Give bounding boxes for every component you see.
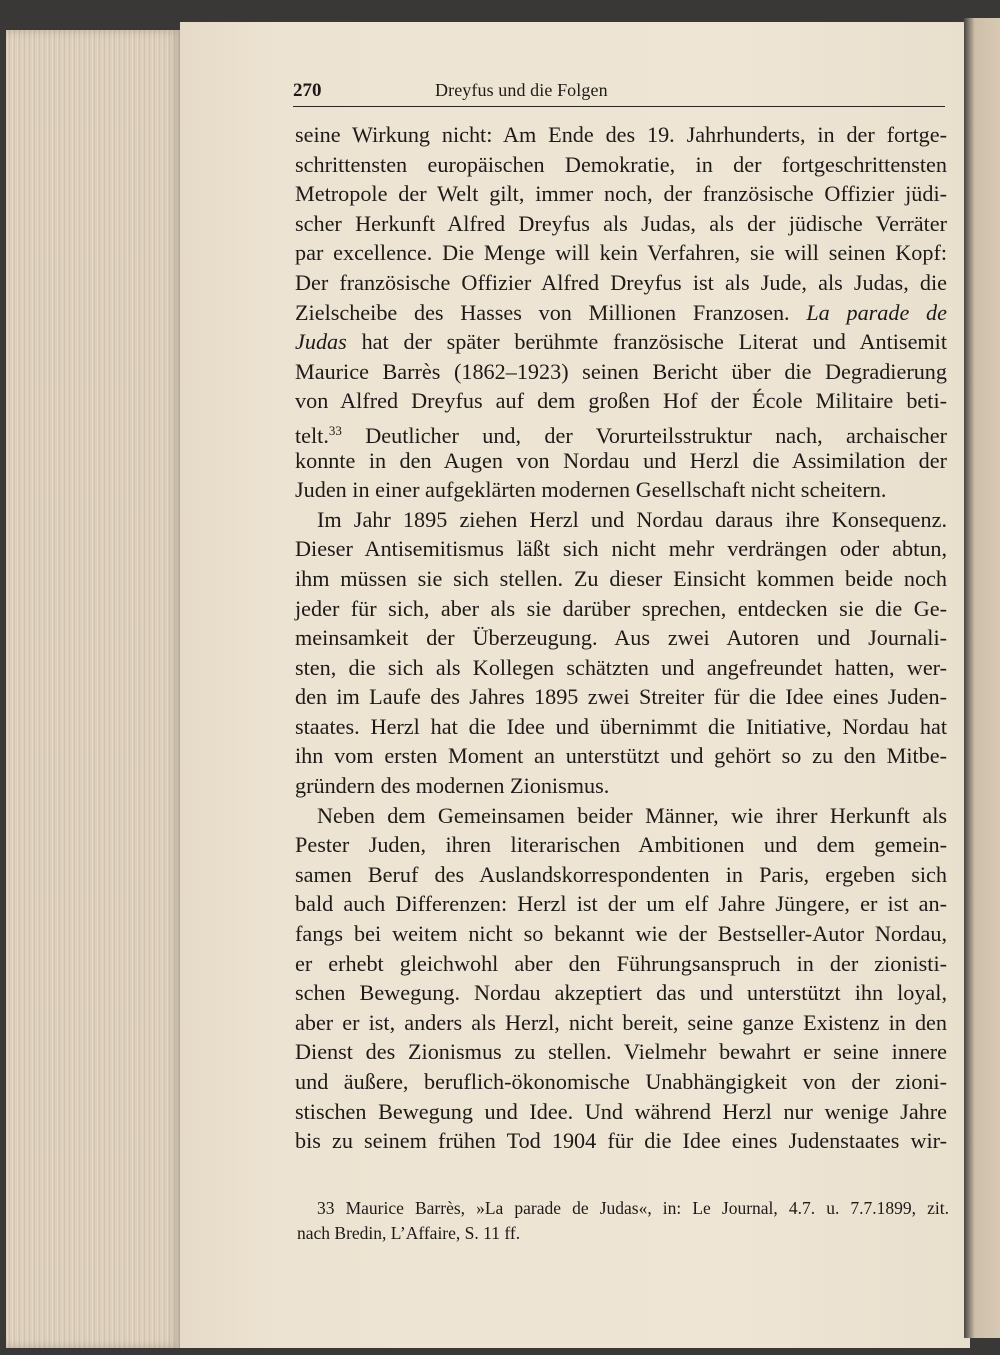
- italic-title: Judas: [295, 329, 347, 355]
- text-line: staates. Herzl hat die Idee und übernimmt die Initiative, Nordau hat: [295, 713, 947, 739]
- text-run: Zielscheibe des Hasses von Millionen Franzosen.: [295, 299, 790, 325]
- text-line: den im Laufe des Jahres 1895 zwei Streiter für die Idee eines Juden-: [295, 684, 947, 710]
- text-line: Dienst des Zionismus zu stellen. Vielmehr bewahrt er seine innere: [295, 1039, 947, 1065]
- text-line: von Alfred Dreyfus auf dem großen Hof der École Militaire beti-: [295, 388, 947, 414]
- text-line: Juden in einer aufgeklärten modernen Gesellschaft nicht scheitern.: [295, 477, 887, 503]
- text-line: jeder für sich, aber als sie darüber sprechen, entdecken sie die Ge-: [295, 595, 947, 621]
- text-line: Der französische Offizier Alfred Dreyfus ist als Jude, als Judas, die: [295, 269, 947, 295]
- text-line: fangs bei weitem nicht so bekannt wie der Bestseller-Autor Nordau,: [295, 921, 947, 947]
- text-line: [295, 416, 947, 446]
- footnote-line: nach Bredin, L’Affaire, S. 11 ff.: [297, 1222, 521, 1243]
- text-line: gründern des modernen Zionismus.: [295, 773, 610, 799]
- text-line: und äußere, beruflich-ökonomische Unabhängigkeit von der zioni-: [295, 1069, 947, 1094]
- paragraph-start-line: Neben dem Gemeinsamen beider Männer, wie ihrer Herkunft als: [317, 802, 947, 828]
- text-line: Maurice Barrès (1862–1923) seinen Bericht über die Degradierung: [295, 358, 947, 384]
- text-run: hat der später berühmte französische Literat und Antisemit: [361, 329, 947, 355]
- text-line: bis zu seinem frühen Tod 1904 für die Idee eines Judenstaates wir-: [295, 1128, 947, 1154]
- footnote: [297, 1196, 949, 1245]
- text-line: aber er ist, anders als Herzl, nicht bereit, seine ganze Existenz in den: [295, 1009, 947, 1035]
- text-line: schen Bewegung. Nordau akzeptiert das und unterstützt ihn loyal,: [295, 980, 947, 1006]
- page-header: [293, 78, 945, 107]
- text-run: telt.: [295, 422, 329, 448]
- text-line: seine Wirkung nicht: Am Ende des 19. Jahrhunderts, in der fortge-: [295, 122, 947, 147]
- running-head: Dreyfus und die Folgen: [435, 80, 608, 100]
- italic-title: La parade de: [806, 299, 948, 325]
- footnote-line: 33 Maurice Barrès, »La parade de Judas«, in: Le Journal, 4.7. u. 7.7.1899, zit.: [317, 1198, 949, 1218]
- text-line: Dieser Antisemitismus läßt sich nicht mehr verdrängen oder abtun,: [295, 536, 947, 562]
- text-line: samen Beruf des Auslandskorrespondenten in Paris, ergeben sich: [295, 861, 947, 887]
- text-line: Pester Juden, ihren literarischen Ambitionen und dem gemein-: [295, 832, 947, 858]
- text-line: Metropole der Welt gilt, immer noch, der französische Offizier jüdi-: [295, 181, 947, 207]
- text-line: stischen Bewegung und Idee. Und während Herzl nur wenige Jahre: [295, 1098, 947, 1124]
- text-run: Deutlicher und, der Vorurteilsstruktur nach, archaischer: [365, 422, 947, 448]
- text-line: bald auch Differenzen: Herzl ist der um elf Jahre Jüngere, er ist an-: [295, 891, 947, 917]
- text-line: er erhebt gleichwohl aber den Führungsanspruch in der zionisti-: [295, 950, 947, 976]
- paragraph-start-line: Im Jahr 1895 ziehen Herzl und Nordau daraus ihre Konsequenz.: [317, 506, 947, 532]
- text-line: [295, 327, 947, 357]
- adjacent-book-edge: [964, 18, 1000, 1338]
- text-line: konnte in den Augen von Nordau und Herzl die Assimilation der: [295, 447, 947, 473]
- text-line: meinsamkeit der Überzeugung. Aus zwei Autoren und Journali-: [295, 625, 947, 651]
- body-text: [295, 120, 947, 1156]
- text-line: par excellence. Die Menge will kein Verfahren, sie will seinen Kopf:: [295, 240, 947, 266]
- text-line: ihn vom ersten Moment an unterstützt und gehört so zu den Mitbe-: [295, 743, 947, 769]
- text-line: scher Herkunft Alfred Dreyfus als Judas, als der jüdische Verräter: [295, 210, 947, 236]
- text-line: [295, 298, 947, 328]
- text-line: sten, die sich als Kollegen schätzten und angefreundet hatten, wer-: [295, 654, 947, 680]
- footnote-reference: 33: [328, 422, 342, 438]
- text-line: schrittensten europäischen Demokratie, in der fortgeschrittensten: [295, 151, 947, 177]
- text-line: ihm müssen sie sich stellen. Zu dieser Einsicht kommen beide noch: [295, 565, 947, 591]
- page-number: 270: [293, 80, 322, 101]
- page-edges: [6, 30, 182, 1348]
